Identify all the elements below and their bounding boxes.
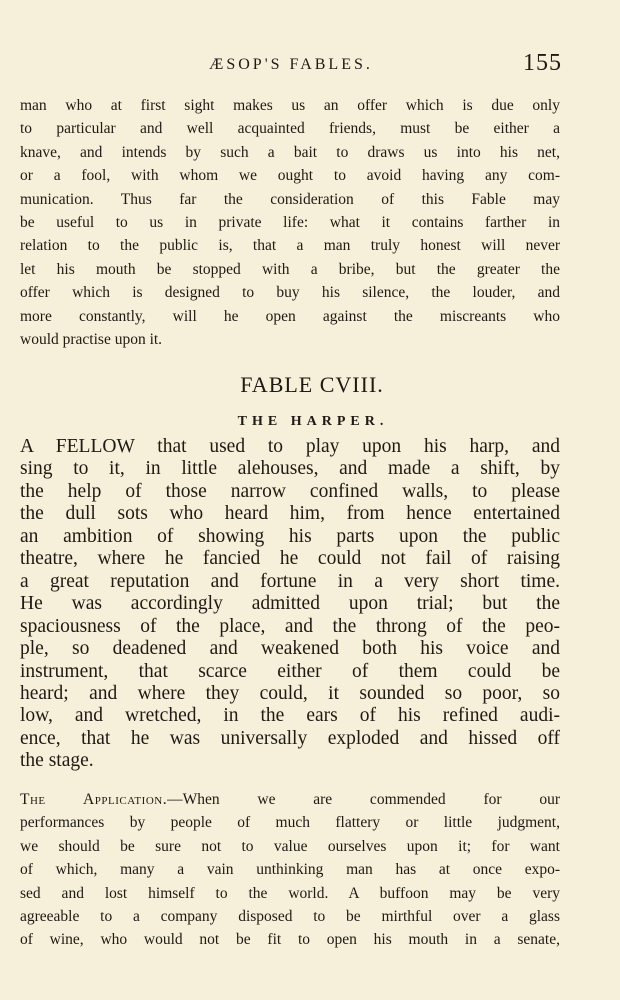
running-head bbox=[20, 50, 562, 80]
text-line: a great reputation and fortune in a very short time. bbox=[20, 570, 560, 592]
fable-number-heading: FABLE CVIII. bbox=[240, 372, 384, 397]
text-line: low, and wretched, in the ears of his refined audi- bbox=[20, 705, 560, 727]
text-line: or a fool, with whom we ought to avoid having any com- bbox=[20, 167, 560, 185]
text-line: we should be sure not to value ourselves upon it; for want bbox=[20, 837, 560, 855]
text-line: man who at first sight makes us an offer which is due only bbox=[20, 97, 560, 114]
text-line: spaciousness of the place, and the throng of the peo- bbox=[20, 615, 560, 637]
text-line: the stage. bbox=[20, 750, 94, 772]
text-line: performances by people of much flattery or little judgment, bbox=[20, 814, 560, 832]
text-line: offer which is designed to buy his silence, the louder, and bbox=[20, 284, 560, 302]
text-line: an ambition of showing his parts upon the public bbox=[20, 525, 560, 547]
text-line: A FELLOW that used to play upon his harp, and bbox=[20, 436, 560, 457]
text-line: let his mouth be stopped with a bribe, but the greater the bbox=[20, 260, 560, 278]
text-line: He was accordingly admitted upon trial; but the bbox=[20, 593, 560, 615]
application-first-line-text: —When we are commended for our bbox=[167, 791, 560, 808]
text-line: knave, and intends by such a bait to draws us into his net, bbox=[20, 143, 560, 161]
text-line: would practise upon it. bbox=[20, 331, 163, 349]
text-line: sed and lost himself to the world. A buffoon may be very bbox=[20, 884, 560, 902]
text-line: of wine, who would not be fit to open his mouth in a senate, bbox=[20, 931, 560, 949]
running-title: ÆSOP'S FABLES. bbox=[209, 56, 373, 73]
fable-title-heading: THE HARPER. bbox=[237, 414, 389, 429]
text-line: the help of those narrow confined walls, to please bbox=[20, 480, 560, 502]
text-line: ple, so deadened and weakened both his voice and bbox=[20, 638, 560, 660]
text-line: the dull sots who heard him, from hence entertained bbox=[20, 503, 560, 525]
application-first-line bbox=[20, 788, 560, 811]
text-line: more constantly, will he open against the miscreants who bbox=[20, 307, 560, 325]
text-line: instrument, that scarce either of them could be bbox=[20, 660, 560, 682]
text-line: theatre, where he fancied he could not fail of raising bbox=[20, 548, 560, 570]
page-number: 155 bbox=[523, 50, 562, 76]
text-line: sing to it, in little alehouses, and made a shift, by bbox=[20, 458, 560, 480]
application-heading: The Application. bbox=[20, 791, 168, 808]
text-line: heard; and where they could, it sounded so poor, so bbox=[20, 682, 560, 704]
text-line: relation to the public is, that a man truly honest will never bbox=[20, 237, 560, 255]
text-line: ence, that he was universally exploded and hissed off bbox=[20, 727, 560, 749]
text-line: of which, many a vain unthinking man has at once expo- bbox=[20, 861, 560, 879]
text-line: agreeable to a company disposed to be mirthful over a glass bbox=[20, 908, 560, 926]
text-line: munication. Thus far the consideration of this Fable may bbox=[20, 190, 560, 208]
text-line: be useful to us in private life: what it contains farther in bbox=[20, 214, 560, 232]
application-paragraph bbox=[20, 788, 560, 952]
text-line: to particular and well acquainted friends, must be either a bbox=[20, 120, 560, 138]
fable-text bbox=[20, 436, 560, 773]
intro-paragraph bbox=[20, 94, 560, 351]
